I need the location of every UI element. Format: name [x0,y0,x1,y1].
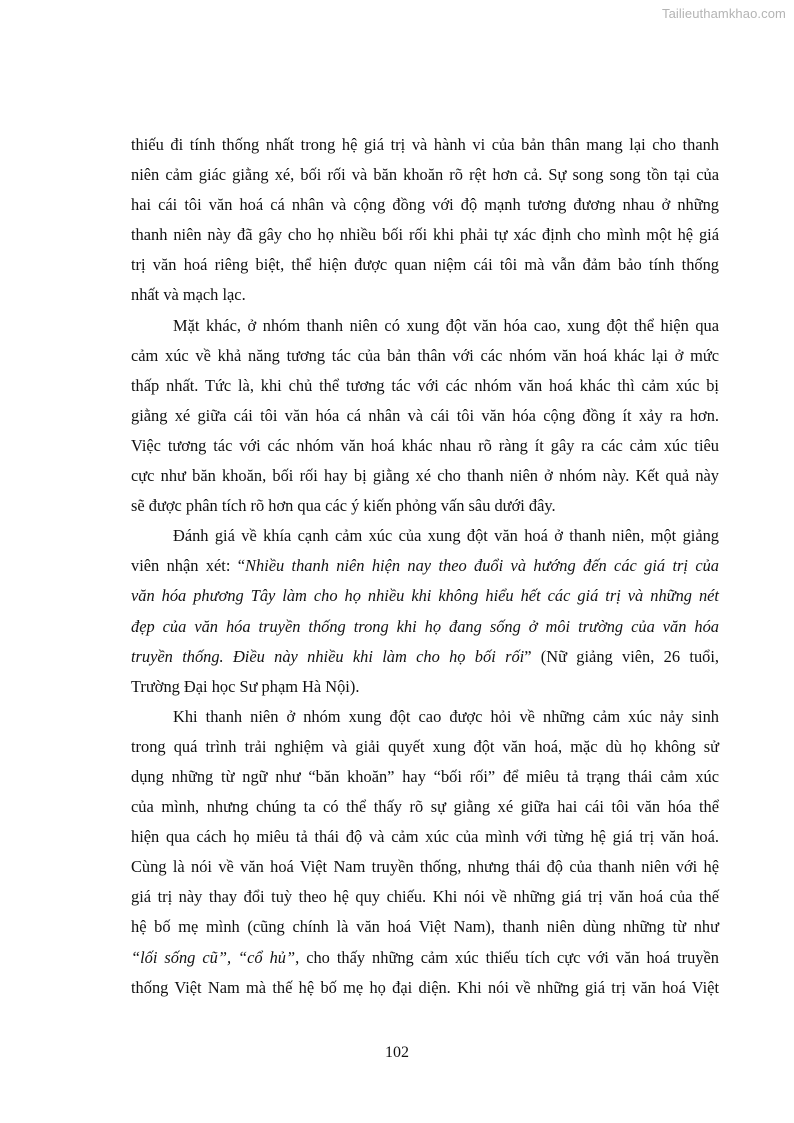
quote-italic: văn hóa phương Tây làm cho họ nhiều khi không hiểu hết các giá trị và những nét [131,586,719,606]
text-line [131,943,719,973]
text-line: Việc tương tác với các nhóm văn hoá khác nhau rõ ràng ít gây ra các cảm xúc tiêu [131,435,719,455]
text-line: thiếu đi tính thống nhất trong hệ giá trị và hành vi của bản thân mang lại cho thanh [131,135,719,154]
text-line: giá trị này thay đổi tuỳ theo hệ quy chiếu. Khi nói về những giá trị văn hoá của thế [131,887,719,907]
paragraph-1 [131,130,719,311]
watermark: Tailieuthamkhao.com [661,6,786,21]
text-line: Trường Đại học Sư phạm Hà Nội). [131,676,360,696]
text-line: Mặt khác, ở nhóm thanh niên có xung đột văn hóa cao, xung đột thể hiện qua [173,315,719,335]
text-line [131,551,719,581]
text-plain: , cho thấy những cảm xúc thiếu tích cực với văn hoá truyền [295,947,719,967]
text-line: Đánh giá về khía cạnh cảm xúc của xung đột văn hoá ở thanh niên, một giảng [173,526,719,546]
text-line: Khi thanh niên ở nhóm xung đột cao được hỏi về những cảm xúc nảy sinh [173,706,719,726]
quote-italic: truyền thống. Điều này nhiều khi làm cho họ bối rối [131,646,525,666]
text-line: hiện qua cách họ miêu tả thái độ và cảm xúc của mình với từng hệ giá trị văn hoá. [131,827,719,847]
text-line: giằng xé giữa cái tôi văn hóa cá nhân và cái tôi văn hóa cộng đồng ít xảy ra hơn. [131,405,719,425]
text-line: thanh niên này đã gây cho họ nhiều bối rối khi phải tự xác định cho mình một hệ giá [131,225,719,245]
text-line: trong quá trình trải nghiệm và giải quyết xung đột văn hoá, mặc dù họ không sử [131,736,719,756]
text-line: hệ bố mẹ mình (cũng chính là văn hoá Việt Nam), thanh niên dùng những từ như [131,917,719,937]
page-number: 102 [385,1044,409,1061]
text-line: sẽ được phân tích rõ hơn qua các ý kiến phỏng vấn sâu dưới đây. [131,496,556,516]
text-line [131,581,719,611]
text-line: Cùng là nói về văn hoá Việt Nam truyền thống, nhưng thái độ của thanh niên với hệ [131,857,719,877]
document-body [131,130,719,1003]
text-line: thống Việt Nam mà thế hệ bố mẹ họ đại diện. Khi nói về những giá trị văn hoá Việt [131,977,719,997]
citation: ” (Nữ giảng viên, 26 tuổi, [524,646,719,666]
text-line: cực như băn khoăn, bối rối hay bị giằng xé cho thanh niên ở nhóm này. Kết quả này [131,466,719,486]
text-line: dụng những từ ngữ như “băn khoăn” hay “bối rối” để miêu tả trạng thái cảm xúc [131,766,719,786]
text-line: thấp nhất. Tức là, khi chủ thể tương tác với các nhóm văn hoá khác thì cảm xúc bị [131,375,719,395]
quote-italic: đẹp của văn hóa truyền thống trong khi họ đang sống ở môi trường của văn hóa [131,616,719,636]
text-line: niên cảm giác giằng xé, bối rối và băn khoăn rõ rệt hơn cả. Sự song song tồn tại của [131,165,719,185]
paragraph-4 [131,702,719,1003]
text-line: nhất và mạch lạc. [131,285,246,305]
text-line [131,612,719,642]
text-line: của mình, nhưng chúng ta có thể thấy rõ sự giằng xé giữa hai cái tôi văn hóa thể [131,797,719,817]
text-plain: viên nhận xét: “ [131,556,246,576]
text-line: cảm xúc về khả năng tương tác của bản thân với các nhóm văn hoá khác lại ở mức [131,345,719,365]
quote-italic: “lối sống cũ”, “cổ hủ” [131,947,296,967]
quote-italic: Nhiều thanh niên hiện nay theo đuổi và hướng đến các giá trị của [245,556,719,576]
text-line [131,642,719,672]
text-line: trị văn hoá riêng biệt, thể hiện được quan niệm cái tôi mà vẫn đảm bảo tính thống [131,255,719,275]
paragraph-3-quote [131,521,719,702]
text-line: hai cái tôi văn hoá cá nhân và cộng đồng với độ mạnh tương đương nhau ở những [131,195,719,215]
paragraph-2 [131,311,719,522]
